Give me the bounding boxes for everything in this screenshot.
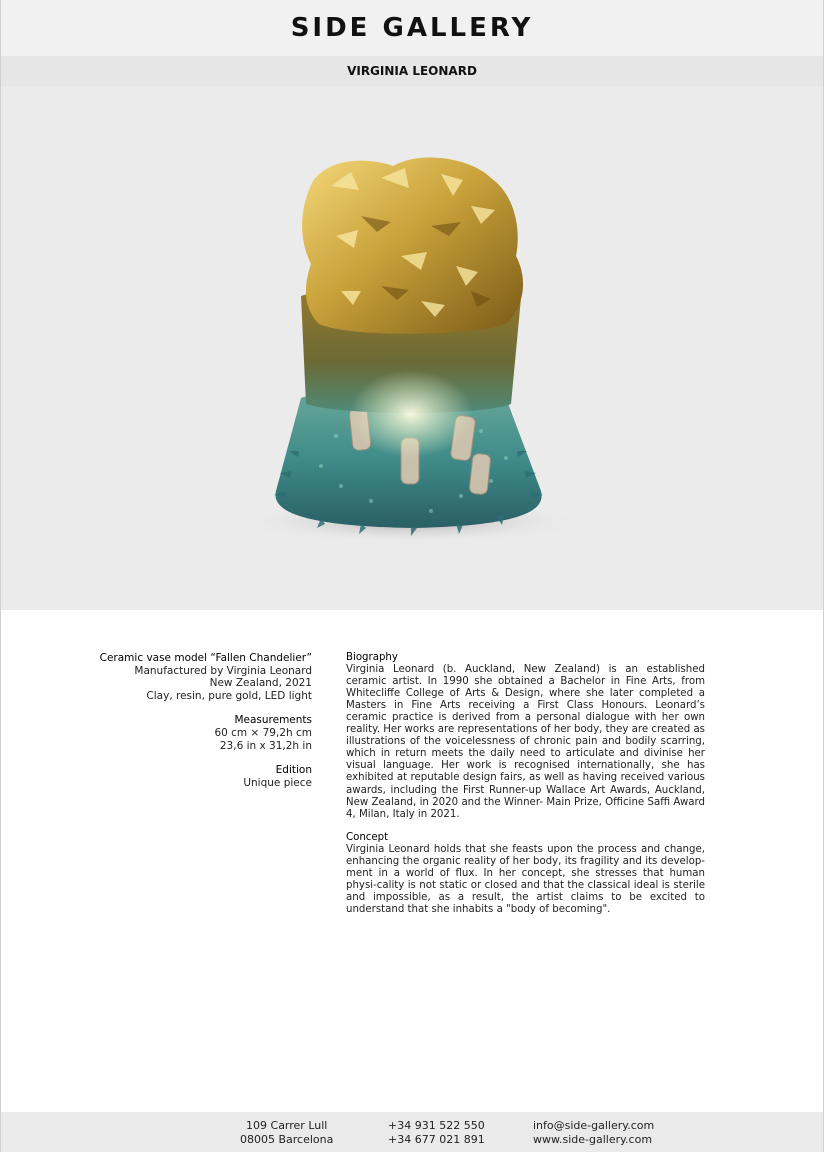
artist-text: [346, 652, 705, 927]
origin: New Zealand, 2021: [209, 677, 312, 690]
artist-name: VIRGINIA LEONARD: [347, 64, 477, 78]
vase-image: [1, 86, 823, 610]
edition-label: Edition: [275, 764, 312, 777]
concept-heading: Concept: [346, 831, 389, 843]
manufacturer: Manufactured by Virginia Leonard: [134, 664, 312, 677]
biography-heading: Biography: [346, 652, 398, 663]
phone-2[interactable]: +34 677 021 891: [388, 1133, 485, 1146]
measurements-label: Measurements: [234, 714, 312, 727]
address-line-1: 109 Carrer Lull: [246, 1119, 328, 1132]
page-header: [1, 0, 823, 56]
artwork-title: Ceramic vase model “Fallen Chandelier”: [99, 652, 312, 664]
footer-address: [240, 1119, 333, 1147]
website-link[interactable]: www.side-gallery.com: [533, 1133, 653, 1146]
edition-value: Unique piece: [243, 776, 312, 789]
measurements-in: 23,6 in x 31,2h in: [219, 739, 312, 752]
address-line-2: 08005 Barcelona: [240, 1133, 334, 1146]
phone-1[interactable]: +34 931 522 550: [388, 1119, 485, 1132]
measurements-cm: 60 cm × 79,2h cm: [214, 726, 312, 739]
artwork-details: [61, 652, 312, 801]
biography-text: Virginia Leonard (b. Auckland, New Zealand) is an established ceramic artist. In 1990 she obtained a Bachelor in Fine Arts, from Whitecliffe College of Arts & Design, where she later completed a Masters in Fine Arts receiving a First Class Honours. Leonard’s ceramic practice is derived from a personal dialogue with her own reality. Her works are representations of her body, they are created as illustrations of the voicelessness of chronic pain and bodily scarring, which in return meets the daily need to articulate and divinise her visual language. Her work is recognised internationally, she has exhibited at reputable design fairs, as well as having received various awards, including the First Runner-up Wallace Art Awards, Auckland, New Zealand, in 2020 and the Winner- Main Prize, Officine Saffi Award 4, Milan, Italy in 2021.: [346, 664, 705, 820]
concept-text: Virginia Leonard holds that she feasts upon the process and change, enhancing the organic reality of her body, its fragility and its develop-ment in a world of flux. In her concept, she stresses that human physi-cality is not static or closed and that the classical ideal is sterile and impossible, as a result, the artist claims to be excited to understand that she inhabits a "body of becoming".: [346, 843, 705, 915]
email-link[interactable]: info@side-gallery.com: [533, 1119, 655, 1132]
footer-phones: [388, 1119, 485, 1147]
artist-bar: [1, 56, 823, 86]
gallery-logo: SIDE GALLERY: [290, 13, 534, 43]
page-footer: [1, 1112, 823, 1152]
materials: Clay, resin, pure gold, LED light: [146, 689, 312, 702]
footer-contact: [533, 1119, 654, 1147]
product-photo: [1, 86, 823, 610]
